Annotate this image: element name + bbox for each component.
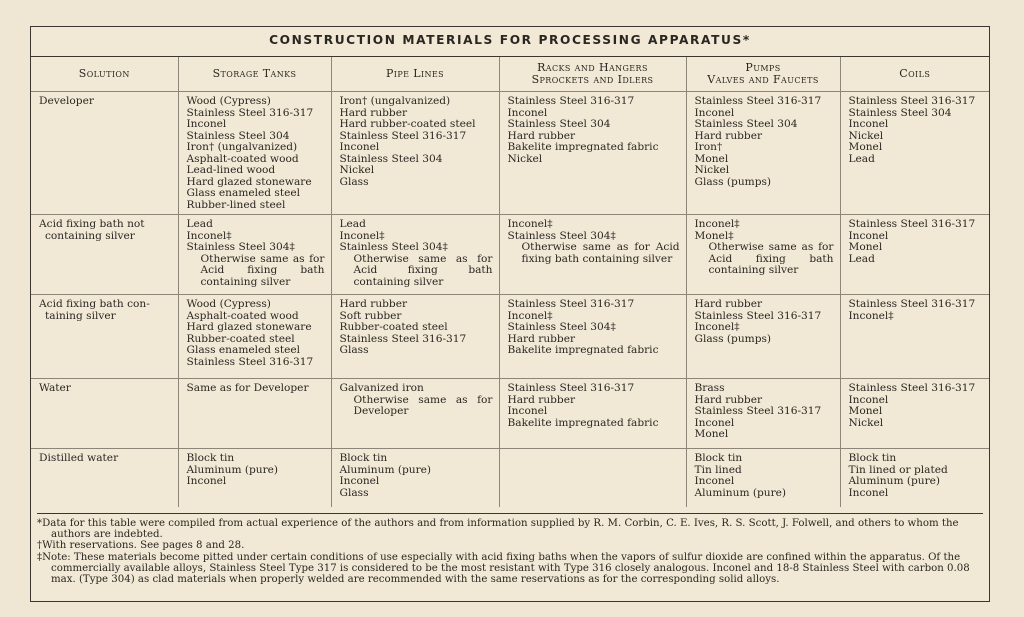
- material-item: Wood (Cypress): [186, 298, 271, 310]
- material-item: Otherwise same as for Developer: [353, 393, 493, 417]
- cell-coils: [840, 379, 989, 449]
- material-item: Hard rubber: [694, 129, 763, 142]
- material-item: Otherwise same as for Acid fixing bath containing silver: [708, 241, 834, 276]
- material-item: Inconel‡: [507, 218, 553, 230]
- material-item: Stainless Steel 316-317: [848, 298, 976, 310]
- material-item: Inconel: [339, 475, 380, 487]
- material-item: Stainless Steel 304: [339, 152, 443, 165]
- material-item: Inconel‡: [694, 321, 740, 333]
- material-item: Inconel: [339, 141, 380, 153]
- cell-storage-tanks: [178, 379, 331, 449]
- solution-cell: [31, 295, 178, 379]
- table-row: [31, 295, 989, 379]
- material-item: Inconel‡: [186, 229, 232, 242]
- material-item: Stainless Steel 316-317: [694, 95, 822, 107]
- material-item: Lead: [339, 218, 366, 230]
- header-pumps-valves: Pumps Valves and Faucets: [686, 57, 840, 92]
- cell-storage-tanks: [178, 449, 331, 507]
- material-item: Rubber-lined steel: [186, 198, 286, 211]
- material-item: Inconel: [186, 118, 227, 130]
- solution-cell: [31, 215, 178, 295]
- material-item: Inconel: [848, 486, 889, 499]
- material-item: Stainless Steel 316-317: [507, 298, 635, 310]
- material-item: Stainless Steel 316-317: [848, 95, 976, 107]
- material-item: Aluminum (pure): [848, 475, 941, 487]
- material-item: Inconel‡: [339, 229, 385, 242]
- material-item: Stainless Steel 304‡: [507, 321, 616, 333]
- material-item: Inconel: [694, 416, 735, 429]
- cell-pipe-lines: [331, 92, 499, 215]
- material-item: Monel: [848, 405, 883, 417]
- material-item: Nickel: [848, 129, 884, 142]
- material-item: Iron† (ungalvanized): [339, 95, 451, 107]
- solution-label: Acid fixing bath not: [39, 218, 145, 230]
- material-item: Inconel: [848, 393, 889, 406]
- material-item: Stainless Steel 316-317: [339, 332, 467, 345]
- cell-coils: [840, 295, 989, 379]
- material-item: Stainless Steel 316-317: [186, 355, 314, 368]
- material-item: Stainless Steel 304‡: [186, 241, 295, 253]
- cell-pipe-lines: [331, 215, 499, 295]
- solution-label: containing silver: [45, 229, 135, 242]
- material-item: Lead: [848, 152, 875, 165]
- material-item: Stainless Steel 304: [694, 118, 798, 130]
- material-item: Monel: [848, 241, 883, 253]
- materials-table: [31, 57, 989, 507]
- solution-cell: [31, 449, 178, 507]
- header-racks-hangers: Racks and Hangers Sprockets and Idlers: [499, 57, 686, 92]
- material-item: Bakelite impregnated fabric: [507, 344, 659, 356]
- material-item: Inconel‡: [848, 309, 894, 322]
- material-item: Stainless Steel 304: [848, 106, 952, 119]
- cell-pipe-lines: [331, 295, 499, 379]
- material-item: Inconel: [848, 118, 889, 130]
- material-item: Otherwise same as for Acid fixing bath containing silver: [353, 252, 493, 288]
- solution-label: Water: [39, 382, 71, 394]
- table-row: [31, 449, 989, 507]
- header-solution: Solution: [31, 57, 178, 92]
- table-row: [31, 92, 989, 215]
- material-item: Glass enameled steel: [186, 344, 301, 356]
- table-frame: [30, 26, 990, 602]
- material-item: Aluminum (pure): [186, 463, 279, 476]
- material-item: Otherwise same as for Acid fixing bath containing silver: [521, 241, 680, 265]
- material-item: Block tin: [848, 452, 897, 464]
- cell-racks-hangers: [499, 295, 686, 379]
- material-item: Stainless Steel 316-317: [694, 309, 822, 322]
- material-item: Nickel: [507, 152, 543, 165]
- material-item: Tin lined or plated: [848, 463, 948, 476]
- cell-racks-hangers: [499, 92, 686, 215]
- cell-storage-tanks: [178, 295, 331, 379]
- material-item: Block tin: [186, 452, 235, 464]
- cell-pumps-valves: [686, 92, 840, 215]
- material-item: Stainless Steel 316-317: [339, 129, 467, 142]
- material-item: Hard rubber: [507, 393, 576, 406]
- cell-pumps-valves: [686, 449, 840, 507]
- material-item: Hard rubber: [339, 298, 408, 310]
- material-item: Aluminum (pure): [694, 486, 787, 499]
- cell-racks-hangers: [499, 449, 686, 507]
- solution-label: Acid fixing bath con-: [39, 298, 150, 310]
- material-item: Galvanized iron: [339, 382, 424, 394]
- material-item: Wood (Cypress): [186, 95, 271, 107]
- solution-label: Developer: [39, 95, 94, 107]
- material-item: Monel‡: [694, 229, 734, 242]
- header-pipe-lines: Pipe Lines: [331, 57, 499, 92]
- material-item: Glass: [339, 344, 369, 356]
- cell-pipe-lines: [331, 449, 499, 507]
- material-item: Iron† (ungalvanized): [186, 141, 298, 153]
- material-item: Inconel: [694, 475, 735, 487]
- header-row: [31, 57, 989, 92]
- footnotes: [37, 513, 983, 585]
- material-item: Stainless Steel 316-317: [694, 405, 822, 417]
- material-item: Inconel: [507, 405, 548, 417]
- material-item: Glass (pumps): [694, 175, 772, 188]
- solution-label: taining silver: [45, 309, 116, 322]
- cell-storage-tanks: [178, 215, 331, 295]
- cell-racks-hangers: [499, 215, 686, 295]
- material-item: Hard rubber: [507, 332, 576, 345]
- material-item: Asphalt-coated wood: [186, 152, 299, 165]
- material-item: Stainless Steel 304: [186, 129, 290, 142]
- material-item: Stainless Steel 304‡: [339, 241, 448, 253]
- material-item: Tin lined: [694, 463, 742, 476]
- material-item: Hard rubber: [507, 129, 576, 142]
- material-item: Hard rubber-coated steel: [339, 118, 476, 130]
- footnote-pitting-note: ‡Note: These materials become pitted under certain conditions of use especially with acid fixing baths when the vapors of sulfur dioxide are confined within the apparatus. Of the commercially available alloys, Stainless Steel Type 317 is considered to be the most resistant with Type 316 closely analogous. Inconel and 18-8 Stainless Steel with carbon 0.08 max. (Type 304) as clad materials when properly welded are recommended with the same reservations as for the corresponding solid alloys.: [37, 551, 970, 586]
- material-item: Stainless Steel 316-317: [848, 218, 976, 230]
- material-item: Asphalt-coated wood: [186, 309, 299, 322]
- material-item: Inconel: [186, 475, 227, 487]
- material-item: Same as for Developer: [186, 382, 309, 394]
- material-item: Stainless Steel 316-317: [186, 106, 314, 119]
- table-row: [31, 379, 989, 449]
- material-item: Stainless Steel 316-317: [848, 382, 976, 394]
- material-item: Soft rubber: [339, 309, 402, 322]
- material-item: Otherwise same as for Acid fixing bath containing silver: [200, 252, 325, 288]
- material-item: Inconel: [694, 106, 735, 119]
- material-item: Bakelite impregnated fabric: [507, 141, 659, 153]
- material-item: Lead: [848, 252, 875, 265]
- footnote-data-source: *Data for this table were compiled from actual experience of the authors and from information supplied by R. M. Corbin, C. E. Ives, R. S. Scott, J. Folwell, and others to whom the authors are indebted.: [37, 518, 959, 541]
- material-item: Glass: [339, 175, 369, 188]
- cell-storage-tanks: [178, 92, 331, 215]
- material-item: Brass: [694, 382, 725, 394]
- table-title: CONSTRUCTION MATERIALS FOR PROCESSING APPARATUS*: [269, 33, 751, 47]
- material-item: Lead-lined wood: [186, 164, 276, 176]
- material-item: Stainless Steel 316-317: [507, 95, 635, 107]
- header-coils: Coils: [840, 57, 989, 92]
- material-item: Glass: [339, 486, 369, 499]
- material-item: Monel: [848, 141, 883, 153]
- material-item: Lead: [186, 218, 213, 230]
- footnote-reservations: †With reservations. See pages 8 and 28.: [37, 540, 245, 552]
- material-item: Aluminum (pure): [339, 463, 432, 476]
- material-item: Nickel: [339, 164, 375, 176]
- solution-label: Distilled water: [39, 452, 119, 464]
- material-item: Inconel: [848, 229, 889, 242]
- solution-cell: [31, 92, 178, 215]
- table-row: [31, 215, 989, 295]
- material-item: Block tin: [694, 452, 743, 464]
- material-item: Nickel: [848, 416, 884, 429]
- material-item: Hard rubber: [339, 106, 408, 119]
- material-item: Hard rubber: [694, 298, 763, 310]
- cell-pipe-lines: [331, 379, 499, 449]
- material-item: Inconel‡: [507, 309, 553, 322]
- cell-pumps-valves: [686, 295, 840, 379]
- material-item: Hard rubber: [694, 393, 763, 406]
- material-item: Stainless Steel 316-317: [507, 382, 635, 394]
- material-item: Bakelite impregnated fabric: [507, 416, 659, 429]
- material-item: Iron†: [694, 141, 723, 153]
- cell-racks-hangers: [499, 379, 686, 449]
- material-item: Rubber-coated steel: [339, 321, 448, 333]
- material-item: Glass enameled steel: [186, 187, 301, 199]
- cell-coils: [840, 215, 989, 295]
- header-storage-tanks: Storage Tanks: [178, 57, 331, 92]
- material-item: Monel: [694, 428, 729, 440]
- material-item: Inconel‡: [694, 218, 740, 230]
- material-item: Stainless Steel 304‡: [507, 229, 616, 242]
- material-item: Inconel: [507, 106, 548, 119]
- material-item: Block tin: [339, 452, 388, 464]
- solution-cell: [31, 379, 178, 449]
- cell-coils: [840, 92, 989, 215]
- material-item: Glass (pumps): [694, 332, 772, 345]
- material-item: Nickel: [694, 164, 730, 176]
- material-item: Stainless Steel 304: [507, 118, 611, 130]
- cell-pumps-valves: [686, 215, 840, 295]
- material-item: Rubber-coated steel: [186, 332, 295, 345]
- cell-pumps-valves: [686, 379, 840, 449]
- material-item: Monel: [694, 152, 729, 165]
- cell-coils: [840, 449, 989, 507]
- material-item: Hard glazed stoneware: [186, 321, 312, 333]
- material-item: Hard glazed stoneware: [186, 175, 312, 188]
